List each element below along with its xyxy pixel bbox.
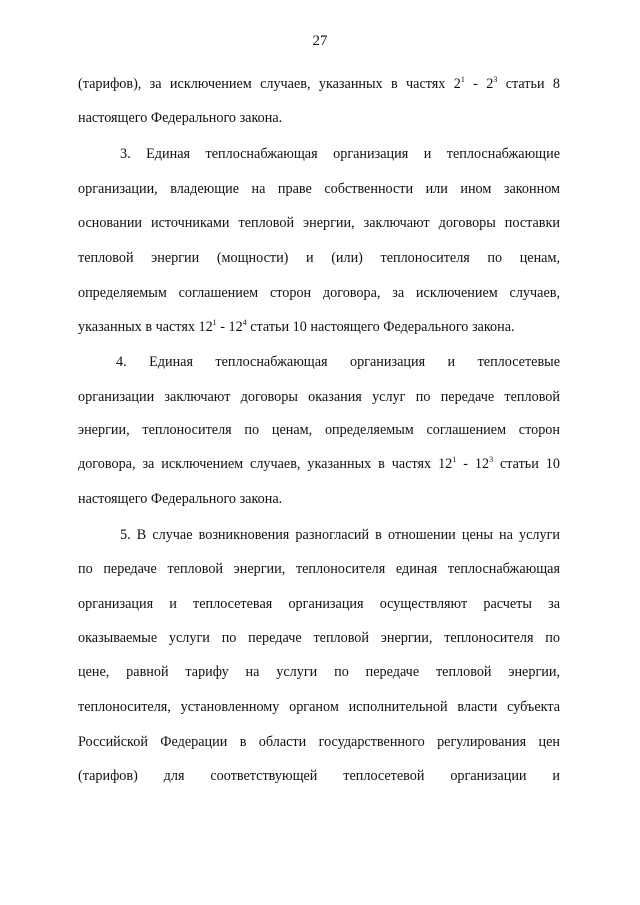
text-line: организация и теплосетевая организация осуществляют расчеты за — [78, 596, 560, 612]
text-line: организации заключают договоры оказания услуг по передаче тепловой — [78, 389, 560, 405]
text-line: Российской Федерации в области государственного регулирования цен — [78, 734, 560, 750]
text-line: указанных в частях $12^1 - 12^4$ статьи 10 настоящего Федерального закона. — [78, 318, 515, 335]
text-line: настоящего Федерального закона. — [78, 491, 283, 507]
text-line: договора, за исключением случаев, указанных в частях $12^1 - 12^3$ статьи 10 — [78, 455, 560, 472]
text-line: организации, владеющие на праве собственности или ином законном — [78, 181, 560, 197]
text-line: цене, равной тарифу на услуги по передаче тепловой энергии, — [78, 664, 560, 680]
text-line: по передаче тепловой энергии, теплоносителя единая теплоснабжающая — [78, 561, 560, 577]
paragraph-start-5: 5. В случае возникновения разногласий в отношении цены на услуги — [120, 527, 560, 543]
text-line: основании источниками тепловой энергии, заключают договоры поставки — [78, 215, 560, 231]
text-line: (тарифов) для соответствующей теплосетевой организации и — [78, 768, 560, 784]
text-line: оказываемые услуги по передаче тепловой энергии, теплоносителя по — [78, 630, 560, 646]
paragraph-start-4: 4. Единая теплоснабжающая организация и теплосетевые — [116, 354, 560, 370]
text-line: энергии, теплоносителя по ценам, определяемым соглашением сторон — [78, 422, 560, 438]
paragraph-start-3: 3. Единая теплоснабжающая организация и теплоснабжающие — [120, 146, 560, 162]
text-line: теплоносителя, установленному органом исполнительной власти субъекта — [78, 699, 560, 715]
text-line: тепловой энергии (мощности) и (или) теплоносителя по ценам, — [78, 250, 560, 266]
text-line: настоящего Федерального закона. — [78, 110, 283, 126]
text-line: (тарифов), за исключением случаев, указанных в частях $2^1 - 2^3$ статьи 8 — [78, 75, 561, 92]
text-line: определяемым соглашением сторон договора, за исключением случаев, — [78, 285, 560, 301]
page-number: 27 — [312, 33, 328, 49]
